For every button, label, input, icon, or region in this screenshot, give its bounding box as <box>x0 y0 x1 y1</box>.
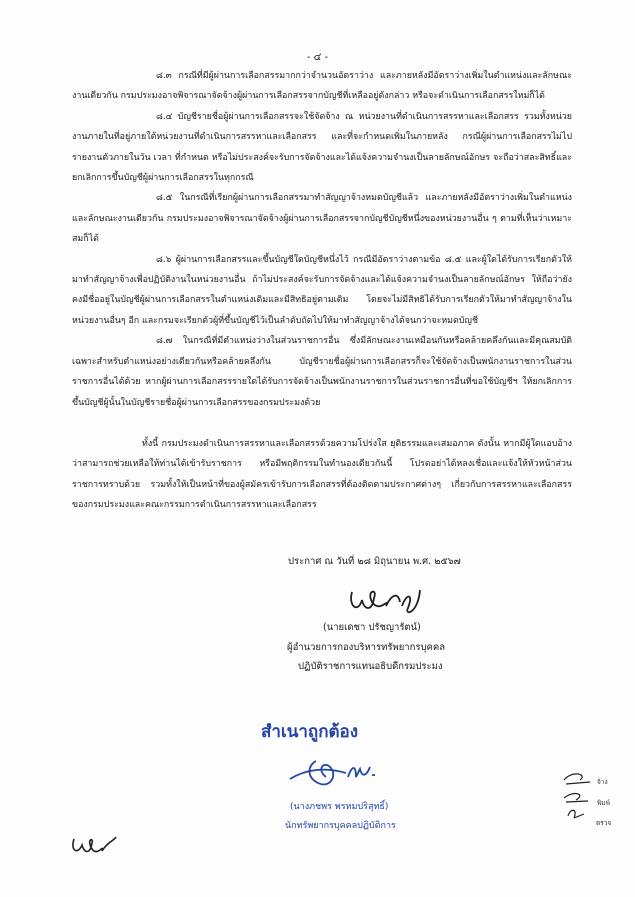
paragraph-8-4: ๘.๔ บัญชีรายชื่อผู้ผ่านการเลือกสรรจะใช้จัดจ้าง ณ หน่วยงานที่ดำเนินการสรรหาและเลือกสรร รวมทั้งหน่วยงานภายในที่อยู่ภายใต้หน่วยงานที่ดำเนินการสรรหาและเลือกสรร และที่จะกำหนดเพิ่มในภายหลัง กรณีผู้ผ่านการเลือกสรรไม่ไปรายงานตัวภายในวัน เวลา ที่กำหนด หรือไม่ประสงค์จะรับการจัดจ้างและได้แจ้งความจำนงเป็นลายลักษณ์อักษร จะถือว่าสละสิทธิ์และยกเลิกการขึ้นบัญชีผู้ผ่านการเลือกสรรในทุกกรณี <box>72 111 572 184</box>
paragraph-8-7: ๘.๗ ในกรณีที่มีตำแหน่งว่างในส่วนราชการอื่น ซึ่งมีลักษณะงานเหมือนกันหรือคล้ายคลึงกันและมีคุณสมบัติเฉพาะสำหรับตำแหน่งอย่างเดียวกันหรือคล้ายคลึงกัน บัญชีรายชื่อผู้ผ่านการเลือกสรรก็จะใช้จัดจ้างเป็นพนักงานราชการในส่วนราชการอื่นได้ด้วย หากผู้ผ่านการเลือกสรรรายใดได้รับการจัดจ้างเป็นพนักงานราชการในส่วนราชการอื่นที่ขอใช้บัญชีฯ ให้ยกเลิกการขึ้นบัญชีผู้นั้นในบัญชีรายชื่อผู้ผ่านการเลือกสรรของกรมประมงด้วย <box>72 336 572 408</box>
initial-label-print: พิมพ์ <box>597 799 610 807</box>
certifier-title: นักทรัพยากรบุคคลปฏิบัติการ <box>285 821 396 831</box>
certifier-signature-icon <box>286 755 386 795</box>
initial-label-check: ตรวจ <box>596 819 612 827</box>
initial-label-hire: จ้าง <box>597 778 608 786</box>
paragraph-8-6: ๘.๖ ผู้ผ่านการเลือกสรรและขึ้นบัญชีใดบัญชีหนึ่งไว้ กรณีมีอัตราว่างตามข้อ ๘.๕ และผู้ใดได้รับการเรียกตัวให้มาทำสัญญาจ้างเพื่อปฏิบัติงานในหน่วยงานอื่น ถ้าไม่ประสงค์จะรับการจัดจ้างและได้แจ้งความจำนงเป็นลายลักษณ์อักษร ให้ถือว่ายังคงมีชื่ออยู่ในบัญชีผู้ผ่านการเลือกสรรในตำแหน่งเดิมและมีสิทธิอยู่ตามเดิม โดยจะไม่มีสิทธิได้รับการเรียกตัวให้มาทำสัญญาจ้างในหน่วยงานอื่นๆ อีก และกรมจะเรียกตัวผู้ที่ขึ้นบัญชีไว้เป็นลำดับถัดไปให้มาทำสัญญาจ้างได้จนกว่าจะหมดบัญชี <box>72 254 572 326</box>
initials-signature-icon <box>70 833 120 859</box>
paragraph-8-3: ๘.๓ กรณีที่มีผู้ผ่านการเลือกสรรมากกว่าจำนวนอัตราว่าง และภายหลังมีอัตราว่างเพิ่มในตำแหน่งและลักษณะงานเดียวกัน กรมประมงอาจพิจารณาจัดจ้างผู้ผ่านการเลือกสรรจากบัญชีที่เหลืออยู่ดังกล่าว หรือจะดำเนินการเลือกสรรใหม่ก็ได้ <box>72 71 572 102</box>
paragraph-8-5: ๘.๕ ในกรณีที่เรียกผู้ผ่านการเลือกสรรมาทำสัญญาจ้างหมดบัญชีแล้ว และภายหลังมีอัตราว่างเพิ่มในตำแหน่งและลักษณะงานเดียวกัน กรมประมงอาจพิจารณาจัดจ้างผู้ผ่านการเลือกสรรจากบัญชีบัญชีหนึ่งของหน่วยงานอื่น ๆ ตามที่เห็นว่าเหมาะสมก็ได้ <box>72 193 572 245</box>
certified-copy-stamp: สำเนาถูกต้อง <box>261 722 359 742</box>
closing-paragraph: ทั้งนี้ กรมประมงดำเนินการสรรหาและเลือกสรรด้วยความโปร่งใส ยุติธรรมและเสมอภาค ดังนั้น หากมีผู้ใดแอบอ้างว่าสามารถช่วยเหลือให้ท่านได้เข้ารับราชการ หรือมีพฤติกรรมในทำนองเดียวกันนี้ โปรดอย่าได้หลงเชื่อและแจ้งให้หัวหน้าส่วนราชการทราบด้วย รวมทั้งให้เป็นหน้าที่ของผู้สมัครเข้ารับการเลือกสรรที่ต้องติดตามประกาศต่างๆ เกี่ยวกับการสรรหาและเลือกสรรของกรมประมงและคณะกรรมการดำเนินการสรรหาและเลือกสรร <box>72 438 572 511</box>
approval-initials-icon <box>560 768 596 824</box>
document-body <box>72 66 572 516</box>
signer-delegation: ปฏิบัติราชการแทนอธิบดีกรมประมง <box>298 661 443 672</box>
signature-main-icon <box>346 584 426 618</box>
certifier-name: (นางภชพร พรหมปริสุทธิ์) <box>290 802 389 812</box>
page-number: - ๔ - <box>306 52 329 63</box>
announcement-date: ประกาศ ณ วันที่ ๒๘ มิถุนายน พ.ศ. ๒๕๖๗ <box>288 556 461 567</box>
signer-name: (นายเดชา ปรัชญารัตน์) <box>323 622 421 633</box>
signer-title: ผู้อำนวยการกองบริหารทรัพยากรบุคคล <box>287 642 446 653</box>
